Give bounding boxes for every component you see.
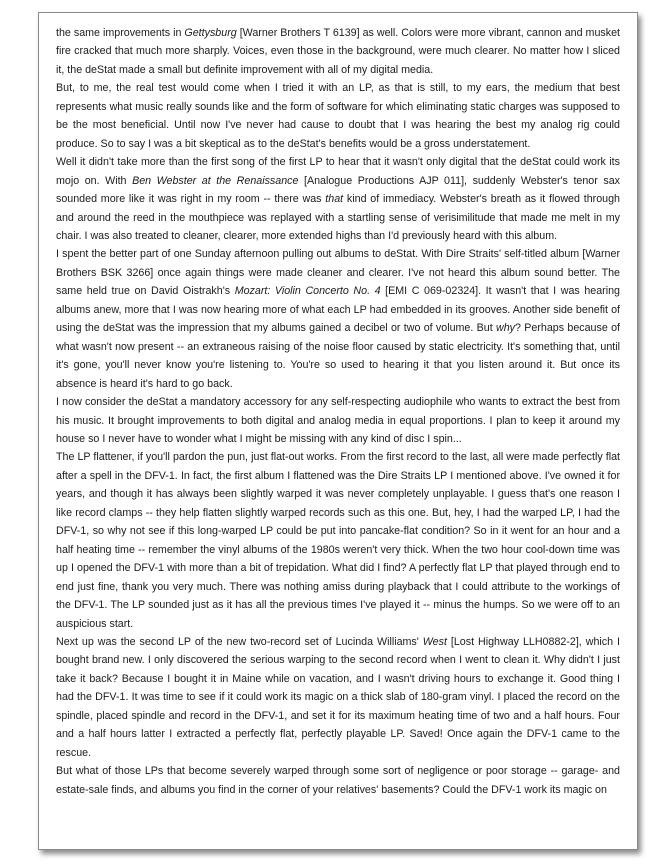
text-run: [Lost Highway LLH0882-2], which I bought brand new. I only discovered the serious warping to the second record when I went to clean it. Why didn't I just take it back? Because I bought it in Maine while on vacation, and I wasn't driving hours to exchange it. Good thing I had the DFV-1. It was time to see if it could work its magic on a thick slab of 180-gram vinyl. I placed the record on the spindle, placed spindle and record in the DFV-1, and set it for its maximum heating time of two and a half hours. Four and a half hours latter I extracted a perfectly flat, perfectly playable LP. Saved! Once again the DFV-1 came to the rescue. <box>56 635 620 759</box>
italic-title: that <box>325 193 344 206</box>
text-run: ? Perhaps because of what wasn't now present -- an extraneous raising of the noise floor caused by static electricity. It's something that, until it's gone, you'll never know you're listening to. You're so used to hearing it that you listen around it. But once its absence is heard it's hard to go back. <box>56 322 621 390</box>
text-run: Next up was the second LP of the new two-record set of Lucinda Williams' <box>56 635 423 648</box>
text-run: But what of those LPs that become severely warped through some sort of negligence or poor storage -- garage- and estate-sale finds, and albums you find in the corner of your relatives' basements? Could the DFV-1 work its magic on <box>56 765 620 796</box>
article-body <box>39 13 637 799</box>
article-paragraph <box>56 448 620 633</box>
text-run: kind of immediacy. Webster's breath as it flowed through and around the reed in the mouthpiece was replayed with a startling sense of verisimilitude that made me melt in my chair. I was also treated to cleaner, clearer, more extended highs than I'd previously heard with this album. <box>56 193 620 242</box>
article-paragraph <box>56 245 620 393</box>
italic-title: Ben Webster at the Renaissance <box>132 174 299 187</box>
italic-title: Mozart: Violin Concerto No. 4 <box>234 285 381 298</box>
text-run: I now consider the deStat a mandatory accessory for any self-respecting audiophile who wants to extract the best from his music. It brought improvements to both digital and analog media in equal proportions. I plan to keep it around my house so I never have to wonder what I might be missing with any kind of disc I spin... <box>56 396 620 445</box>
article-paragraph <box>56 762 620 799</box>
text-run: [Analogue Productions AJP 011], suddenly Webster's tenor sax sounded more like it was right in my room -- there was <box>56 174 620 206</box>
article-paragraph <box>56 24 620 79</box>
article-paragraph <box>56 633 620 762</box>
text-run: [Warner Brothers T 6139] as well. Colors were more vibrant, cannon and musket fire cracked that much more sharply. Voices, even those in the background, were much clearer. No matter how I sliced it, the deStat made a small but definite improvement with all of my digital media. <box>56 27 620 76</box>
text-run: I spent the better part of one Sunday afternoon pulling out albums to deStat. With Dire Straits' self-titled album [Warner Brothers BSK 3266] once again things were made cleaner and clearer. I've not heard this album sound better. The same held true on David Oistrakh's <box>56 248 620 298</box>
text-run: Well it didn't take more than the first song of the first LP to hear that it wasn't only digital that the deStat could work its mojo on. With <box>56 156 620 187</box>
text-run: The LP flattener, if you'll pardon the pun, just flat-out works. From the first record to the last, all were made perfectly flat after a spell in the DFV-1. In fact, the first album I flattened was the Dire Straits LP I mentioned above. I've owned it for years, and though it has always been slightly warped it was never completely unplayable. I guess that's one reason I like record clamps -- they help flatten slightly warped records such as this one. But, hey, I had the warped LP, I had the DFV-1, so why not see if this long-warped LP could be put into pancake-flat condition? So in it went for an hour and a half heating time -- remember the vinyl albums of the 1980s weren't very thick. When the two hour cool-down time was up I opened the DFV-1 with more than a bit of trepidation. What did I find? A perfectly flat LP that played through end to end just fine, thank you very much. There was nothing amiss during playback that I could attribute to the workings of the DFV-1. The LP sounded just as it has all the previous times I've played it -- minus the humps. So we were off to an auspicious start. <box>56 451 620 630</box>
italic-title: why <box>496 322 516 335</box>
text-run: But, to me, the real test would come when I tried it with an LP, as that is still, to my ears, the medium that best represents what music really sounds like and the form of software for which eliminating static charges was supposed to be the most beneficial. Until now I've never had cause to doubt that I was hearing the best my analog rig could produce. So to say I was a bit skeptical as to the deStat's benefits would be a gross understatement. <box>56 82 620 150</box>
article-paragraph <box>56 393 620 448</box>
page-frame <box>38 12 638 850</box>
italic-title: West <box>422 635 447 648</box>
italic-title: Gettysburg <box>184 27 237 39</box>
text-run: [EMI C 069-02324]. It wasn't that I was hearing albums anew, more that I was now hearing more of what each LP had embedded in its grooves. Another side benefit of using the deStat was the impression that my albums gained a decibel or two of volume. But <box>56 285 620 335</box>
text-run: the same improvements in <box>56 27 185 39</box>
article-paragraph <box>56 79 620 153</box>
article-paragraph <box>56 153 620 245</box>
